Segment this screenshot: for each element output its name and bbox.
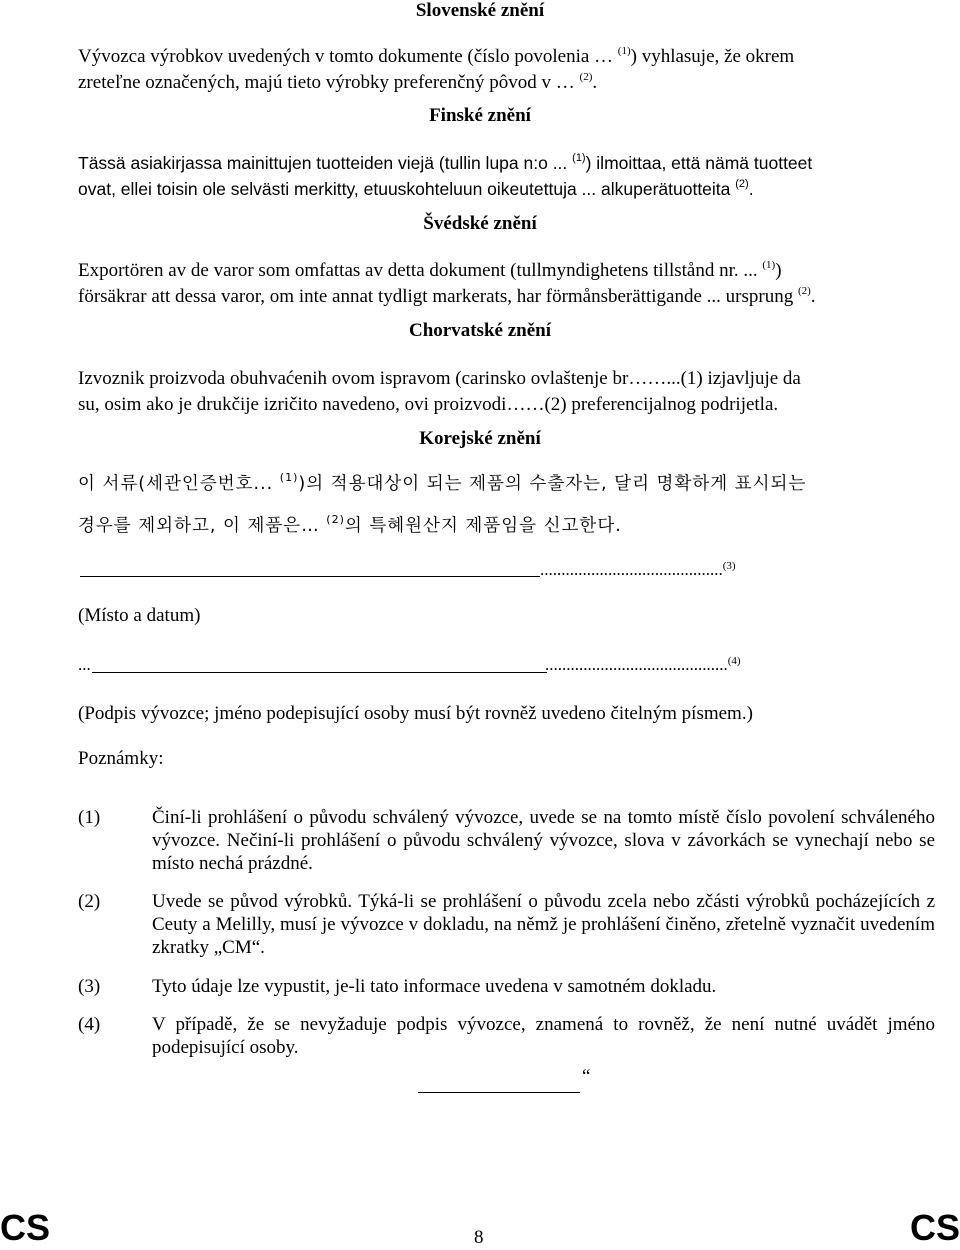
note-number: (2) <box>78 891 101 912</box>
note-number: (4) <box>78 1014 101 1035</box>
note-text: V případě, že se nevyžaduje podpis vývozce, znamená to rovněž, že není nutné uvádět jméno podepisující osoby. <box>152 1014 935 1058</box>
place-date-label: (Místo a datum) <box>78 605 201 626</box>
heading-korean: Korejské znění <box>419 428 541 449</box>
signature-underline <box>92 672 547 673</box>
heading-swedish: Švédské znění <box>423 213 537 234</box>
note-number: (3) <box>78 976 101 997</box>
paragraph-swedish: Exportören av de varor som omfattas av detta dokument (tullmyndighetens tillstånd nr. ... $^{(1)}$) försäkrar att dessa varor, om inte annat tydligt markerats, har förmånsberättigande ... ursprung $^{(2)}$. <box>78 259 816 307</box>
paragraph-korean: 이 서류(세관인증번호... $^{(1)}$)의 적용대상이 되는 제품의 수출자는, 달리 명확하게 표시되는 경우를 제외하고, 이 제품은… $^{(2)}$의 특혜원산지 제품임을 신고한다. <box>78 471 807 536</box>
place-date-underline <box>80 576 540 577</box>
heading-finnish: Finské znění <box>429 105 531 126</box>
note-text: Tyto údaje lze vypustit, je-li tato informace uvedena v samotném dokladu. <box>152 976 717 997</box>
signature-dots-lead: ... <box>78 655 91 674</box>
paragraph-slovak: Vývozca výrobkov uvedených v tomto dokumente (číslo povolenia … $^{(1)}$) vyhlasuje, že okrem zreteľne označených, majú tieto výrobky preferenčný pôvod v … $^{(2)}$. <box>78 45 795 93</box>
note-text: Činí-li prohlášení o původu schválený vývozce, uvede se na tomto místě číslo povolení schváleného vývozce. Nečiní-li prohlášení o původu schválený vývozce, slova v závorkách se vynechají nebo se místo nechá prázdné. <box>152 807 935 874</box>
paragraph-croatian: Izvoznik proizvoda obuhvaćenih ovom ispravom (carinsko ovlaštenje br……...(1) izjavljuje da su, osim ako je drukčije izričito navedeno, ovi proizvodi……(2) preferencijalnog podrijetla. <box>78 368 801 415</box>
note-text: Uvede se původ výrobků. Týká-li se prohlášení o původu zcela nebo zčásti výrobků pocházejících z Ceuty a Melilly, musí je vývozce v dokladu, na němž je prohlášení činěno, zřetelně vyznačit uvedením zkratky „CM“. <box>152 891 935 958</box>
heading-slovak: Slovenské znění <box>415 0 545 21</box>
heading-croatian: Chorvatské znění <box>409 320 551 341</box>
page-number: 8 <box>474 1227 484 1248</box>
footer-language-left: CS <box>0 1207 51 1248</box>
signature-label: (Podpis vývozce; jméno podepisující osoby musí být rovněž uvedeno čitelným písmem.) <box>78 703 753 724</box>
notes-title: Poznámky: <box>78 748 164 769</box>
note-number: (1) <box>78 807 101 828</box>
end-quote-mark: “ <box>582 1066 591 1087</box>
signature-dots: ...........................................$^{(4)}$ <box>545 655 741 674</box>
place-date-dots: ...........................................$^{(3)}$ <box>540 560 736 579</box>
end-rule <box>418 1092 580 1093</box>
paragraph-finnish: Tässä asiakirjassa mainittujen tuotteiden viejä (tullin lupa n:o ... $^{(1)}$) ilmoittaa, että nämä tuotteet ovat, ellei toisin ole selvästi merkitty, etuuskohteluun oikeutettuja ... alkuperätuotteita $^{(2)}$. <box>78 152 813 199</box>
footer-language-right: CS <box>909 1207 960 1248</box>
